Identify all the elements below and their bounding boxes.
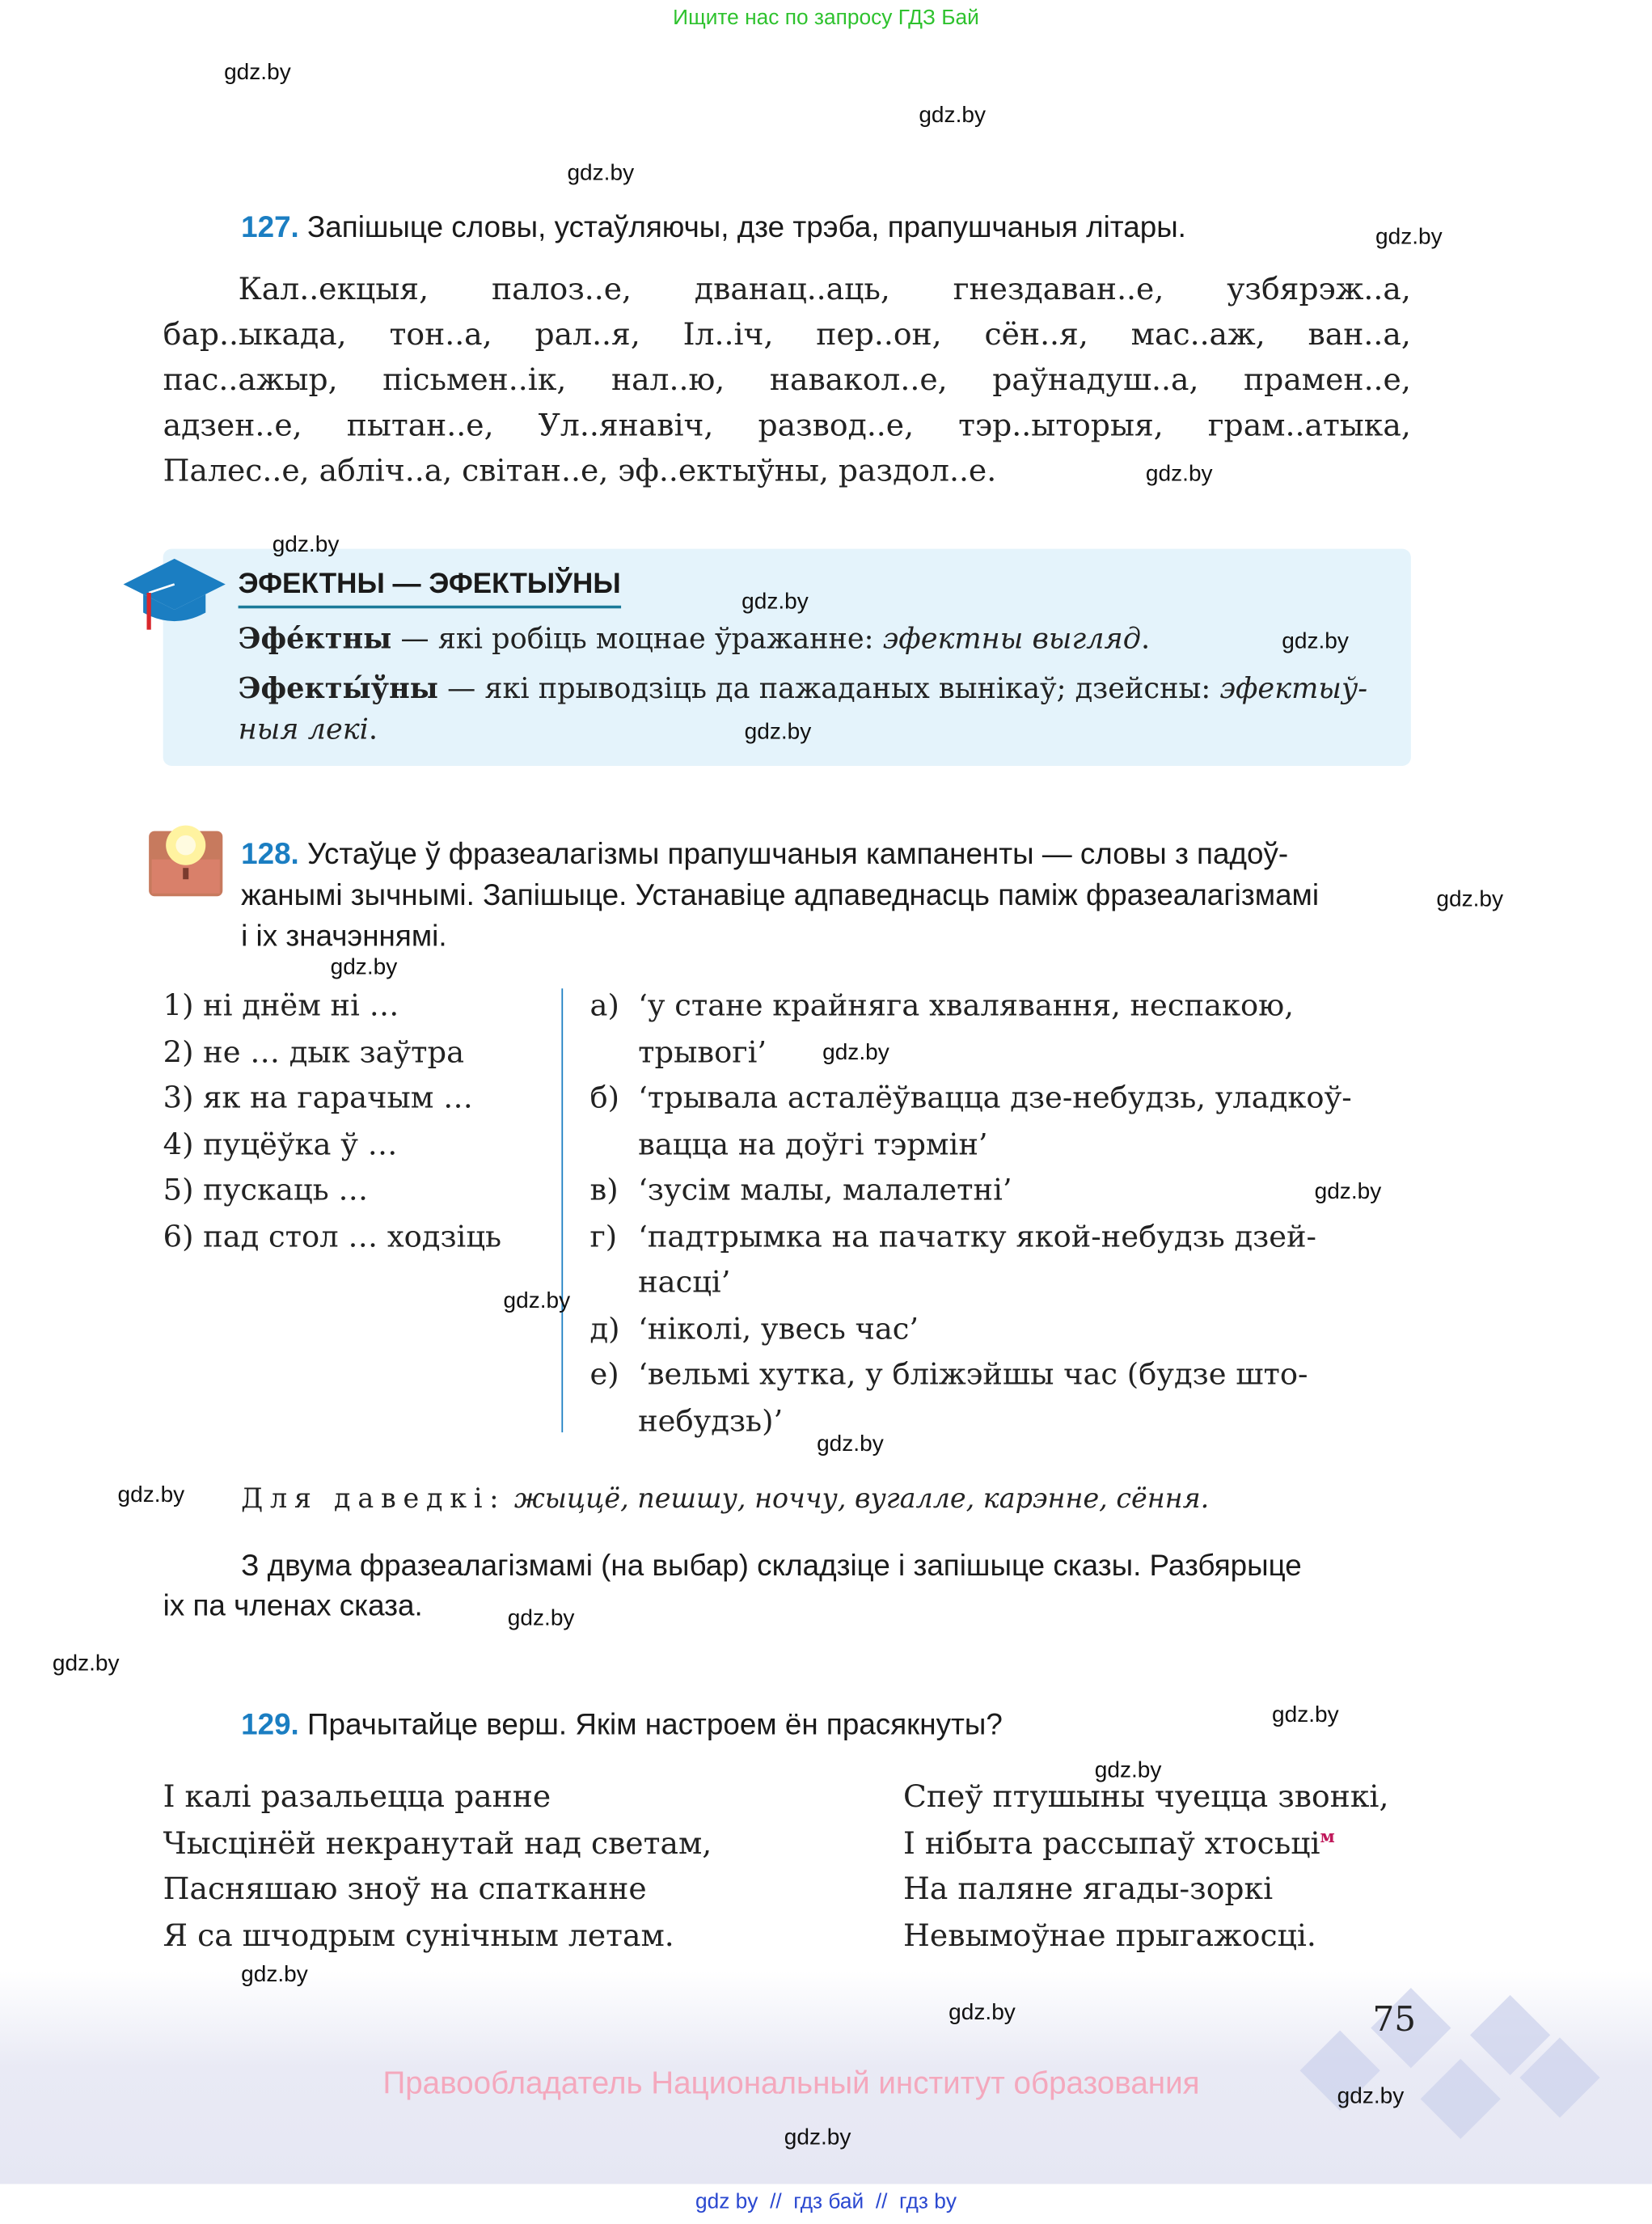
poem-line-text: Спеў птушыны чуецца звонкі, — [903, 1779, 1389, 1816]
exercise-128-task — [241, 838, 1288, 872]
watermark: gdz.by — [784, 2125, 851, 2150]
task-text: З двума фразеалагізмамі (на выбар) складзіце і запішыце сказы. Разбярыце — [241, 1550, 1302, 1583]
watermark: gdz.by — [117, 1483, 185, 1508]
poem-line — [903, 1780, 1388, 1816]
text-line: Палес..е, абліч..а, світан..е, эф..ектыўны, раздол..е. — [163, 454, 997, 489]
definition-2 — [239, 670, 1368, 704]
watermark: gdz.by — [1375, 225, 1443, 250]
phraseology-item: 2) не … дык заўтра — [163, 1034, 465, 1069]
watermark: gdz.by — [1094, 1758, 1162, 1783]
phraseology-item: 4) пуцёўка ў … — [163, 1127, 398, 1161]
watermark: gdz.by — [1314, 1179, 1382, 1204]
watermark: gdz.by — [52, 1651, 120, 1676]
poem-line: Я са шчодрым сунічным летам. — [163, 1918, 674, 1955]
meaning-text: ‘зусім малы, малалетні’ — [638, 1173, 1012, 1207]
phraseology-item: 6) пад стол … ходзіць — [163, 1219, 502, 1254]
meaning-text: ‘ніколі, увесь час’ — [638, 1311, 919, 1346]
hint-words: жыццё, пешшу, ноччу, вугалле, карэнне, сёння. — [513, 1483, 1210, 1515]
meaning-label: е) — [589, 1357, 619, 1392]
watermark: gdz.by — [741, 590, 809, 615]
text-line: Кал..екцыя, палоз..е, дванац..аць, гнездаван..е, узбярэж..а, — [238, 272, 1411, 308]
meaning-text: ‘вельмі хутка, у бліжэйшы час (будзе што- — [638, 1357, 1308, 1392]
hint — [241, 1483, 1209, 1515]
watermark: gdz.by — [1145, 462, 1213, 487]
poem-line: І калі разальецца ранне — [163, 1779, 551, 1816]
top-banner: Ищите нас по запросу ГДЗ Бай — [673, 6, 979, 30]
text-line: адзен..е, пытан..е, Ул..янавіч, развод..е, тэр..ыторыя, грам..атыка, — [163, 408, 1411, 444]
poem-line: Чысцінёй некранутай над светам, — [163, 1826, 712, 1862]
watermark: gdz.by — [822, 1041, 889, 1065]
definition-1: Эфе́ктны — які робіць моцнае ўражанне: эфектны выгляд. — [238, 621, 1151, 656]
task-text: жанымі зычнымі. Запішыце. Устанавіце адпаведнасць паміж фразеалагізмамі — [241, 879, 1320, 912]
exercise-127-task — [241, 211, 1186, 245]
treasure-chest-icon — [146, 820, 226, 899]
poem-line — [903, 1826, 1335, 1862]
watermark: gdz.by — [1271, 1703, 1339, 1727]
example: ныя лекі — [238, 712, 369, 746]
example: эфектны выгляд — [882, 621, 1141, 656]
definition-2-cont: ныя лекі. — [238, 712, 378, 746]
watermark: gdz.by — [503, 1289, 571, 1313]
phraseology-item: 1) ні днём ні … — [163, 988, 399, 1023]
watermark: gdz.by — [567, 161, 635, 186]
phraseology-item: 5) пускаць … — [163, 1173, 369, 1207]
task-text: Прачытайце верш. Якім настроем ён прасякнуты? — [307, 1709, 1003, 1742]
copyright: Правообладатель Национальный институт образования — [382, 2065, 1200, 2101]
footer-links[interactable]: gdz by // гдз бай // гдз by — [695, 2189, 957, 2214]
task-text: Устаўце ў фразеалагізмы прапушчаныя кампаненты — словы з падоў- — [307, 838, 1289, 871]
meaning-text: насці’ — [638, 1265, 731, 1300]
meaning-text: небудзь)’ — [638, 1403, 784, 1438]
poem-line-text: На паляне ягады-зоркі — [903, 1872, 1274, 1909]
exercise-number: 128. — [241, 838, 299, 871]
note-title: ЭФЕКТНЫ — ЭФЕКТЫЎНЫ — [239, 569, 621, 608]
watermark: gdz.by — [744, 720, 812, 745]
watermark: gdz.by — [1282, 629, 1349, 654]
meaning-label: г) — [589, 1219, 618, 1254]
meaning-text: ‘у стане крайняга хвалявання, неспакою, — [638, 988, 1294, 1023]
watermark: gdz.by — [1436, 887, 1504, 912]
watermark: gdz.by — [507, 1606, 575, 1631]
exercise-129-task — [241, 1709, 1003, 1743]
meaning-label: а) — [589, 988, 619, 1023]
meaning-text: трывогі’ — [638, 1034, 767, 1069]
meaning-text: ‘трывала асталёўвацца дзе-небудзь, уладкоў- — [638, 1080, 1352, 1115]
poem-line-text: Невымоўнае прыгажосці. — [903, 1918, 1316, 1955]
task-text: іх па членах сказа. — [163, 1589, 423, 1623]
marker-icon: м — [1320, 1826, 1335, 1846]
exercise-number: 127. — [241, 211, 299, 244]
hint-label: Для даведкі: — [241, 1483, 506, 1515]
poem-line — [903, 1872, 1273, 1908]
definition-text: — які робіць моцнае ўражанне: — [391, 621, 883, 656]
meaning-label: в) — [589, 1173, 619, 1207]
watermark: gdz.by — [1337, 2084, 1405, 2109]
meaning-label: б) — [589, 1080, 620, 1115]
watermark: gdz.by — [330, 955, 398, 980]
page-number: 75 — [1372, 1999, 1417, 2040]
poem-line — [903, 1919, 1316, 1955]
text-line: пас..ажыр, пісьмен..ік, нал..ю, навакол..е, раўнадуш..а, прамен..е, — [163, 362, 1411, 399]
column-divider — [561, 988, 563, 1432]
exercise-number: 129. — [241, 1709, 299, 1742]
watermark: gdz.by — [817, 1432, 884, 1457]
example: эфектыў- — [1219, 670, 1368, 705]
watermark: gdz.by — [919, 104, 986, 128]
meaning-label: д) — [589, 1311, 620, 1346]
text-line: бар..ыкада, тон..а, рал..я, Іл..іч, пер..он, сён..я, мас..аж, ван..а, — [163, 317, 1411, 353]
term: Эфекты́ўны — [238, 670, 438, 705]
definition-text: — які прыводзіць да пажаданых вынікаў; дзейсны: — [437, 670, 1220, 705]
phraseology-item: 3) як на гарачым … — [163, 1080, 473, 1115]
graduation-cap-icon — [124, 556, 229, 635]
watermark: gdz.by — [224, 61, 291, 86]
watermark: gdz.by — [272, 533, 340, 558]
task-text: Запішыце словы, устаўляючы, дзе трэба, прапушчаныя літары. — [307, 211, 1186, 244]
poem-line: Пасняшаю зноў на спатканне — [163, 1872, 647, 1909]
poem-line-text: І нібыта рассыпаў хтосьці — [903, 1826, 1320, 1862]
task-text: і іх значэннямі. — [241, 920, 447, 953]
watermark: gdz.by — [949, 2001, 1016, 2026]
watermark: gdz.by — [241, 1962, 308, 1987]
meaning-text: вацца на доўгі тэрмін’ — [638, 1127, 988, 1161]
term: Эфе́ктны — [238, 621, 392, 656]
meaning-text: ‘падтрымка на пачатку якой-небудзь дзей- — [638, 1219, 1316, 1254]
